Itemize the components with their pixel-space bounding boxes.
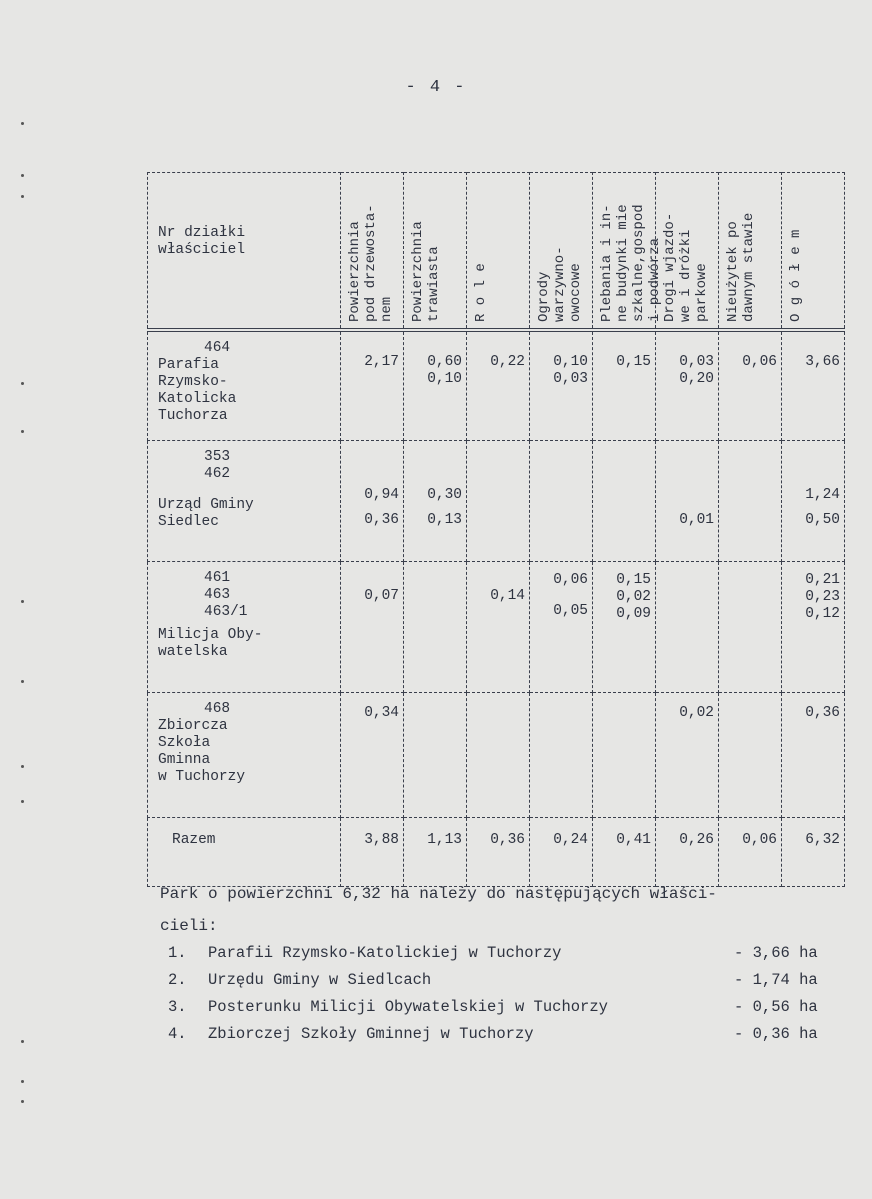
owner-line: Tuchorza	[158, 408, 228, 424]
header-owner: Nr działki właściciel	[148, 173, 341, 331]
value-cell: 0,10 0,03	[530, 330, 593, 441]
margin-mark	[21, 600, 24, 603]
plot-number: 463	[204, 587, 231, 603]
total-row	[148, 818, 845, 887]
owner-line: Parafia	[158, 357, 219, 373]
margin-mark	[21, 1100, 24, 1103]
value-cell	[404, 693, 467, 818]
header-wasteland: Nieużytek po dawnym stawie	[719, 173, 782, 331]
plot-number: 468	[204, 701, 231, 717]
margin-mark	[21, 122, 24, 125]
plot-number: 461	[204, 570, 231, 586]
owner-line: Katolicka	[158, 391, 237, 407]
value-cell: 0,30 0,13	[404, 441, 467, 562]
header-roads: Drogi wjazdo- we i dróżki parkowe	[656, 173, 719, 331]
total-value: 1,13	[404, 818, 467, 887]
value-cell: 1,24 0,50	[782, 441, 845, 562]
header-grass-area: Powierzchnia trawiasta	[404, 173, 467, 331]
table-row	[148, 693, 845, 818]
header-gardens: Ogrody warzywno- owocowe	[530, 173, 593, 331]
table-header	[148, 173, 845, 331]
owner-line: Rzymsko-	[158, 374, 228, 390]
value-cell: 0,15	[593, 330, 656, 441]
margin-mark	[21, 800, 24, 803]
value-cell	[467, 693, 530, 818]
owner-line: w Tuchorzy	[158, 769, 246, 785]
list-item: 2. Urzędu Gminy w Siedlcach - 1,74 ha	[168, 971, 818, 989]
owner-cell	[148, 693, 341, 818]
value-cell: 3,66	[782, 330, 845, 441]
value-cell: 0,02	[656, 693, 719, 818]
owner-line: Milicja Oby-	[158, 627, 263, 643]
total-label: Razem	[148, 818, 341, 887]
value-cell	[719, 693, 782, 818]
page-number: - 4 -	[405, 78, 467, 97]
total-value: 0,06	[719, 818, 782, 887]
owner-cell	[148, 562, 341, 693]
owner-line: Urząd Gminy	[158, 497, 254, 513]
value-cell: 0,06	[719, 330, 782, 441]
margin-mark	[21, 765, 24, 768]
value-cell	[593, 693, 656, 818]
value-cell	[530, 441, 593, 562]
value-cell: 0,34	[341, 693, 404, 818]
header-forest-area: Powierzchnia pod drzewosta- nem	[341, 173, 404, 331]
header-fields: R o l e	[467, 173, 530, 331]
margin-mark	[21, 680, 24, 683]
value-cell: 0,03 0,20	[656, 330, 719, 441]
table-row	[148, 330, 845, 441]
value-cell	[719, 441, 782, 562]
total-value: 0,41	[593, 818, 656, 887]
land-table-container	[147, 172, 845, 887]
margin-mark	[21, 195, 24, 198]
owner-cell	[148, 441, 341, 562]
land-table	[147, 172, 845, 887]
owner-line: Gminna	[158, 752, 211, 768]
plot-number: 353	[204, 449, 231, 465]
value-cell: 0,94 0,36	[341, 441, 404, 562]
owners-list	[168, 940, 840, 1048]
plot-number: 462	[204, 466, 231, 482]
value-cell: 0,36	[782, 693, 845, 818]
value-cell: 0,22	[467, 330, 530, 441]
list-item: 4. Zbiorczej Szkoły Gminnej w Tuchorzy - 0,36 ha	[168, 1025, 818, 1043]
value-cell: 0,14	[467, 562, 530, 693]
value-cell	[530, 693, 593, 818]
list-item: 3. Posterunku Milicji Obywatelskiej w Tuchorzy - 0,56 ha	[168, 998, 818, 1016]
value-cell	[467, 441, 530, 562]
value-cell: 0,60 0,10	[404, 330, 467, 441]
owner-cell	[148, 330, 341, 441]
value-cell: 0,21 0,23 0,12	[782, 562, 845, 693]
value-cell: 0,07	[341, 562, 404, 693]
header-total: O g ó ł e m	[782, 173, 845, 331]
value-cell	[593, 441, 656, 562]
total-value: 0,24	[530, 818, 593, 887]
total-value: 0,36	[467, 818, 530, 887]
margin-mark	[21, 430, 24, 433]
value-cell: 2,17	[341, 330, 404, 441]
value-cell: 0,06 0,05	[530, 562, 593, 693]
margin-mark	[21, 382, 24, 385]
table-row	[148, 562, 845, 693]
owner-line: Zbiorcza	[158, 718, 228, 734]
owner-line: Szkoła	[158, 735, 211, 751]
list-item: 1. Parafii Rzymsko-Katolickiej w Tuchorzy - 3,66 ha	[168, 944, 818, 962]
value-cell	[656, 562, 719, 693]
plot-number: 463/1	[204, 604, 248, 620]
value-cell	[404, 562, 467, 693]
header-buildings: Plebania i in- ne budynki mie szkalne,gospod i podwórza	[593, 173, 656, 331]
value-cell: 0,01	[656, 441, 719, 562]
owner-line: watelska	[158, 644, 228, 660]
summary-paragraph: Park o powierzchni 6,32 ha należy do następujących właści- cieli:	[160, 885, 717, 935]
table-row	[148, 441, 845, 562]
plot-number: 464	[204, 340, 231, 356]
margin-mark	[21, 1080, 24, 1083]
total-value: 0,26	[656, 818, 719, 887]
total-value: 3,88	[341, 818, 404, 887]
total-value: 6,32	[782, 818, 845, 887]
value-cell	[719, 562, 782, 693]
margin-mark	[21, 174, 24, 177]
value-cell: 0,15 0,02 0,09	[593, 562, 656, 693]
owner-line: Siedlec	[158, 514, 219, 530]
margin-mark	[21, 1040, 24, 1043]
